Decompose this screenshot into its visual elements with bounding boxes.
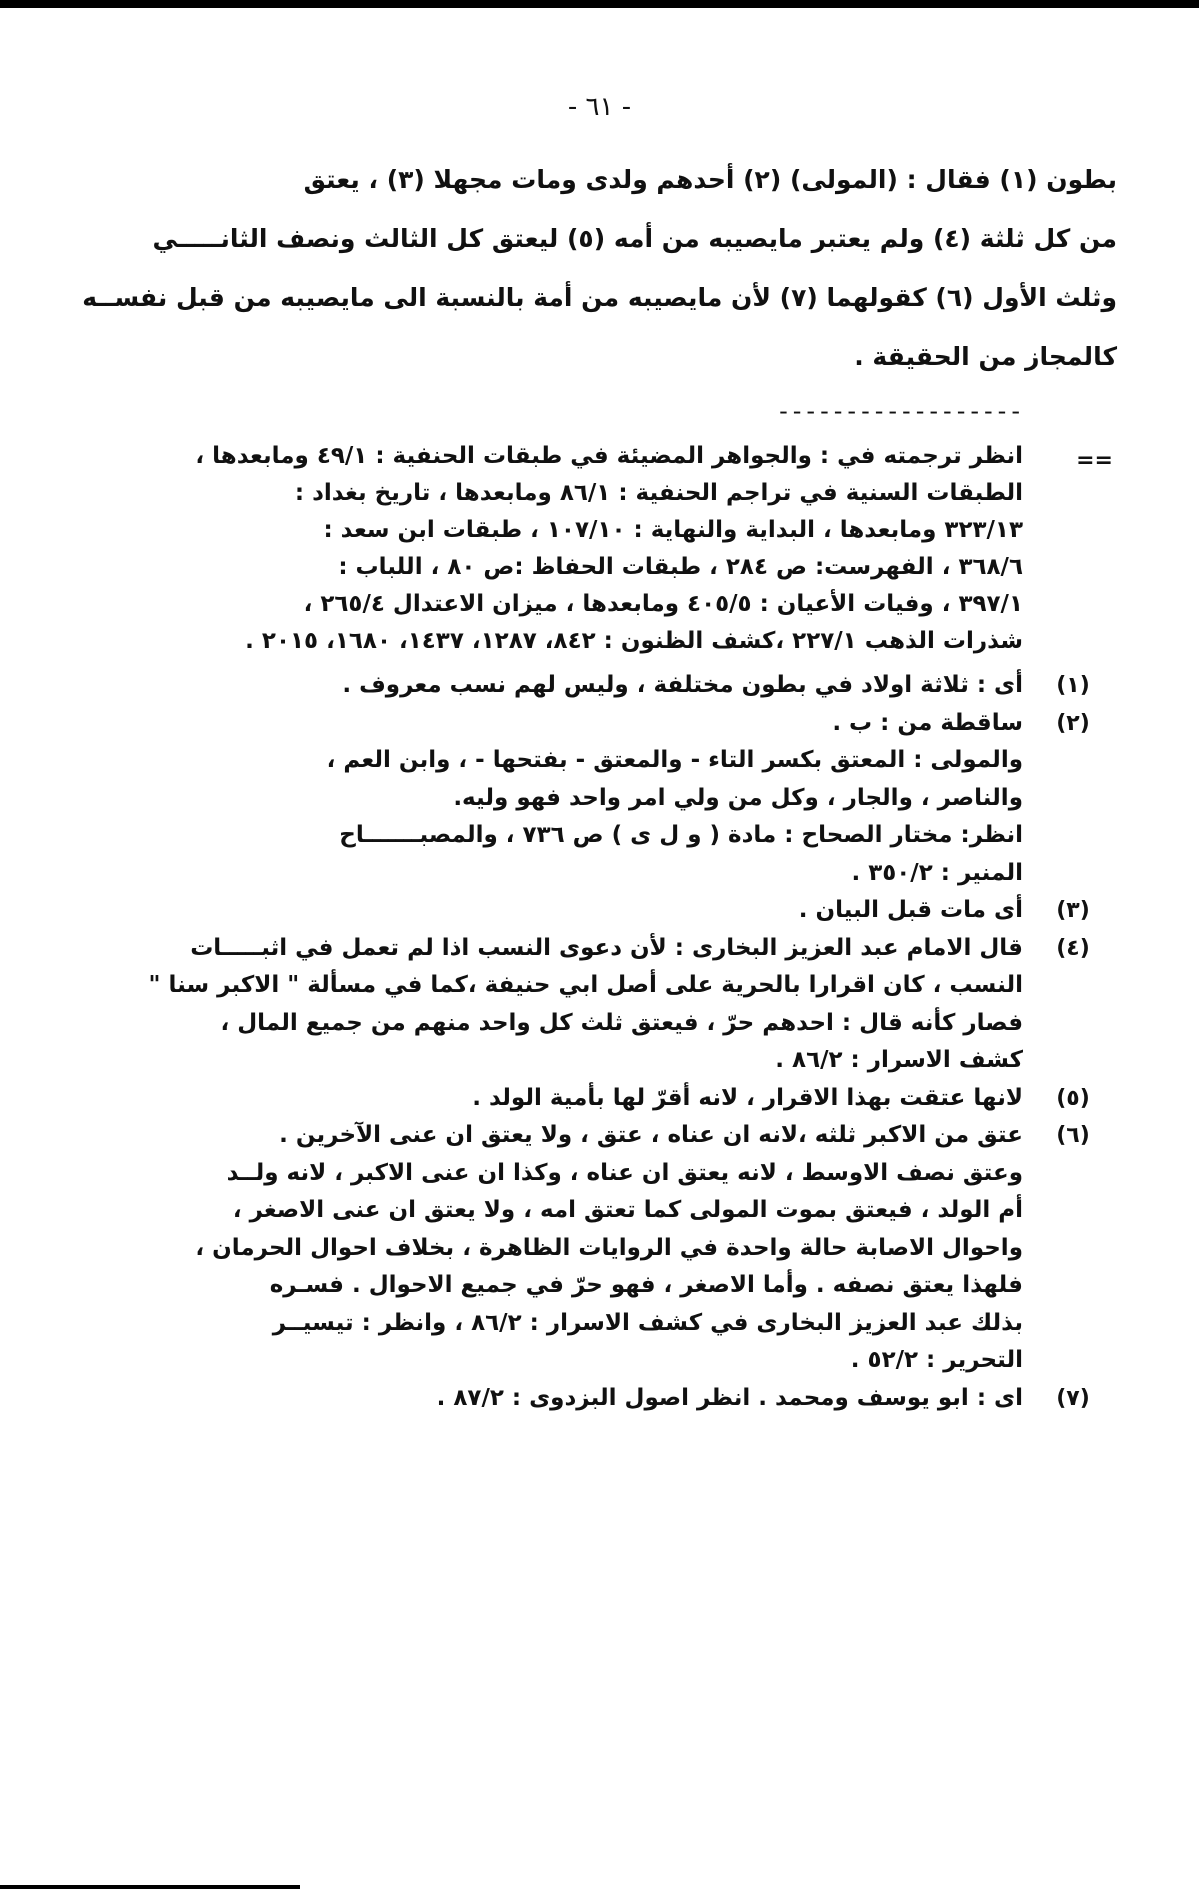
- top-border-rule: [0, 0, 1199, 8]
- footnotes-list: [0, 667, 1199, 1417]
- main-text-line: كالمجاز من الحقيقة .: [854, 342, 1117, 371]
- footnote-line: فصار كأنه قال : احدهم حرّ ، فيعتق ثلث كل واحد منهم من جميع المال ،: [220, 1009, 1023, 1036]
- footnote-body: [123, 1380, 1023, 1418]
- footnote-line: كشف الاسرار : ٨٦/٢ .: [775, 1047, 1023, 1073]
- footnote-number: (٥): [1056, 1085, 1090, 1111]
- footnote-line: انظر: مختار الصحاح : مادة ( و ل ى ) ص ٧٣٦ ، والمصبـــــــاح: [339, 822, 1023, 848]
- footnote-separator: ------------------: [779, 397, 1025, 425]
- footnote: [0, 1117, 1199, 1380]
- sources-line: ٣٩٧/١ ، وفيات الأعيان : ٤٠٥/٥ ومابعدها ، ميزان الاعتدال ٢٦٥/٤ ،: [303, 591, 1023, 617]
- sources-line: شذرات الذهب ٢٢٧/١ ،كشف الظنون : ٨٤٢، ١٢٨٧، ١٤٣٧، ١٦٨٠، ٢٠١٥ .: [245, 628, 1023, 654]
- footnote: [0, 705, 1199, 893]
- footnote-line: واحوال الاصابة حالة واحدة في الروايات الظاهرة ، بخلاف احوال الحرمان ،: [195, 1234, 1023, 1261]
- sources-note-marker: ==: [1076, 448, 1113, 473]
- footnote-line: أى : ثلاثة اولاد في بطون مختلفة ، وليس لهم نسب معروف .: [342, 672, 1023, 698]
- footnote-line: والمولى : المعتق بكسر التاء - والمعتق - بفتحها - ، وابن العم ،: [326, 747, 1023, 773]
- footnote: [0, 1380, 1199, 1418]
- footnote-line: أى مات قبل البيان .: [798, 897, 1023, 923]
- footnote-body: [123, 667, 1023, 705]
- footnote-line: اى : ابو يوسف ومحمد . انظر اصول البزدوى : ٨٧/٢ .: [436, 1384, 1023, 1411]
- main-text-line: وثلث الأول (٦) كقولهما (٧) لأن مايصيبه من أمة بالنسبة الى مايصيبه من قبل نفســه: [82, 283, 1117, 312]
- footnote-line: ساقطة من : ب .: [832, 709, 1023, 736]
- footnote-number: (٤): [1056, 935, 1090, 961]
- sources-line: ٣٢٣/١٣ ومابعدها ، البداية والنهاية : ١٠٧/١٠ ، طبقات ابن سعد :: [323, 517, 1023, 543]
- footnote-line: أم الولد ، فيعتق بموت المولى كما تعتق امه ، ولا يعتق ان عنى الاصغر ،: [232, 1197, 1023, 1223]
- sources-line: انظر ترجمته في : والجواهر المضيئة في طبقات الحنفية : ٤٩/١ ومابعدها ،: [195, 443, 1023, 469]
- footnote-number: (٧): [1056, 1385, 1090, 1411]
- footnote-line: لانها عتقت بهذا الاقرار ، لانه أقرّ لها بأمية الولد .: [472, 1084, 1023, 1111]
- footnote-body: [123, 1117, 1023, 1380]
- footnote-number: (٦): [1056, 1123, 1090, 1148]
- footnote-number: (٣): [1056, 898, 1090, 923]
- bottom-edge-rule: [0, 1885, 300, 1889]
- footnote-body: [123, 705, 1023, 893]
- footnote: [0, 930, 1199, 1080]
- main-text-block: [82, 150, 1117, 386]
- page-number: - ٦١ -: [567, 92, 632, 122]
- footnote-line: بذلك عبد العزيز البخارى في كشف الاسرار : ٨٦/٢ ، وانظر : تيسيــر: [272, 1309, 1023, 1336]
- footnote-line: والناصر ، والجار ، وكل من ولي امر واحد فهو وليه.: [453, 784, 1023, 811]
- footnote: [0, 667, 1199, 705]
- sources-note: [63, 438, 1023, 660]
- main-text-line: من كل ثلثة (٤) ولم يعتبر مايصيبه من أمه (٥) ليعتق كل الثالث ونصف الثانـــــي: [152, 224, 1117, 253]
- footnote-body: [123, 930, 1023, 1080]
- footnote-line: التحرير : ٥٢/٢ .: [850, 1347, 1023, 1373]
- footnote-line: فلهذا يعتق نصفه . وأما الاصغر ، فهو حرّ في جميع الاحوال . فسـره: [269, 1272, 1023, 1298]
- footnote-number: (١): [1056, 673, 1090, 698]
- sources-line: الطبقات السنية في تراجم الحنفية : ٨٦/١ ومابعدها ، تاريخ بغداد :: [294, 480, 1023, 506]
- footnote-body: [123, 1080, 1023, 1118]
- footnote-line: عتق من الاكبر ثلثه ،لانه ان عناه ، عتق ، ولا يعتق ان عنى الآخرين .: [279, 1122, 1023, 1148]
- footnote: [0, 1080, 1199, 1118]
- footnote: [0, 892, 1199, 930]
- main-text-line: بطون (١) فقال : (المولى) (٢) أحدهم ولدى ومات مجهلا (٣) ، يعتق: [303, 165, 1117, 194]
- footnote-line: النسب ، كان اقرارا بالحرية على أصل ابي حنيفة ،كما في مسألة " الاكبر سنا ": [148, 972, 1023, 998]
- footnote-line: وعتق نصف الاوسط ، لانه يعتق ان عناه ، وكذا ان عنى الاكبر ، لانه ولــد: [226, 1159, 1023, 1186]
- footnote-line: المنير : ٣٥٠/٢ .: [851, 859, 1023, 886]
- footnote-line: قال الامام عبد العزيز البخارى : لأن دعوى النسب اذا لم تعمل في اثبـــــات: [190, 934, 1023, 961]
- sources-line: ٣٦٨/٦ ، الفهرست: ص ٢٨٤ ، طبقات الحفاظ :ص ٨٠ ، اللباب :: [338, 554, 1023, 580]
- footnote-body: [123, 892, 1023, 930]
- footnote-number: (٢): [1056, 710, 1090, 736]
